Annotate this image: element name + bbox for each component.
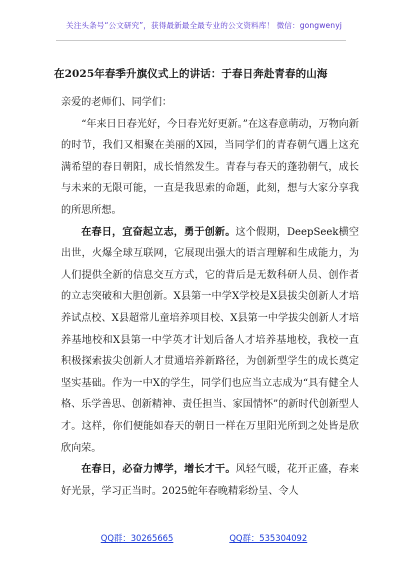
- header-divider: [56, 40, 346, 41]
- paragraph-2-lead: 在春日，宜奋起立志，勇于创新。: [81, 226, 236, 238]
- paragraph-3-lead: 在春日，必奋力博学，增长才干。: [81, 464, 236, 476]
- paragraph-3-body: 风轻气暖，花开正盛，春来好光景，学习正当时。2025蛇年春晚精彩纷呈、令人: [61, 464, 359, 497]
- header-banner: 关注头条号“公文研究”，获得最新最全最专业的公文资料库！ 微信：gongwenyj: [66, 21, 342, 30]
- paragraph-2: [61, 222, 359, 460]
- salutation: 亲爱的老师们、同学们：: [61, 97, 173, 108]
- paragraph-2-body: 这个假期，DeepSeek横空出世，火爆全球互联网，它展现出强大的语言理解和生成能力，为人们提供全新的信息交互方式，它的背后是无数科研人员、创作者的立志突破和大胆创新。X县第一中学X学校是X县拔尖创新人才培养试点校、X县超常儿童培养项目校、X县第一中学拔尖创新人才培养基地校和X县第一中学英才计划后备人才培养基地校，我校一直积极探索拔尖创新人才贯通培养新路径，为创新型学生的成长奠定坚实基础。作为一中X的学生，同学们也应当立志成为“具有健全人格、乐学善思、创新精神、责任担当、家国情怀”的新时代创新型人才。这样，你们便能如春天的朝日一样在万里阳光所到之处皆是欣欣向荣。: [61, 226, 360, 454]
- footer-qq-groups: [0, 532, 408, 544]
- qq-group-link-2[interactable]: QQ群：535304092: [229, 533, 308, 543]
- paragraph-3: [61, 459, 359, 502]
- document-body: [61, 92, 359, 502]
- document-title: 在2025年春季升旗仪式上的讲话：于春日奔赴青春的山海: [54, 68, 328, 80]
- paragraph-1: “年来日日春光好，今日春光好更新。”在这春意萌动，万物向新的时节，我们又相聚在美丽的X园，当同学们的青春朝气遇上这充满希望的春日朝阳，成长悄然发生。青春与春天的蓬勃朝气，成长与未来的无限可能，一直是我思索的命题，此刻，想与大家分享我的所思所想。: [61, 118, 359, 216]
- qq-group-link-1[interactable]: QQ群：30265665: [100, 533, 174, 543]
